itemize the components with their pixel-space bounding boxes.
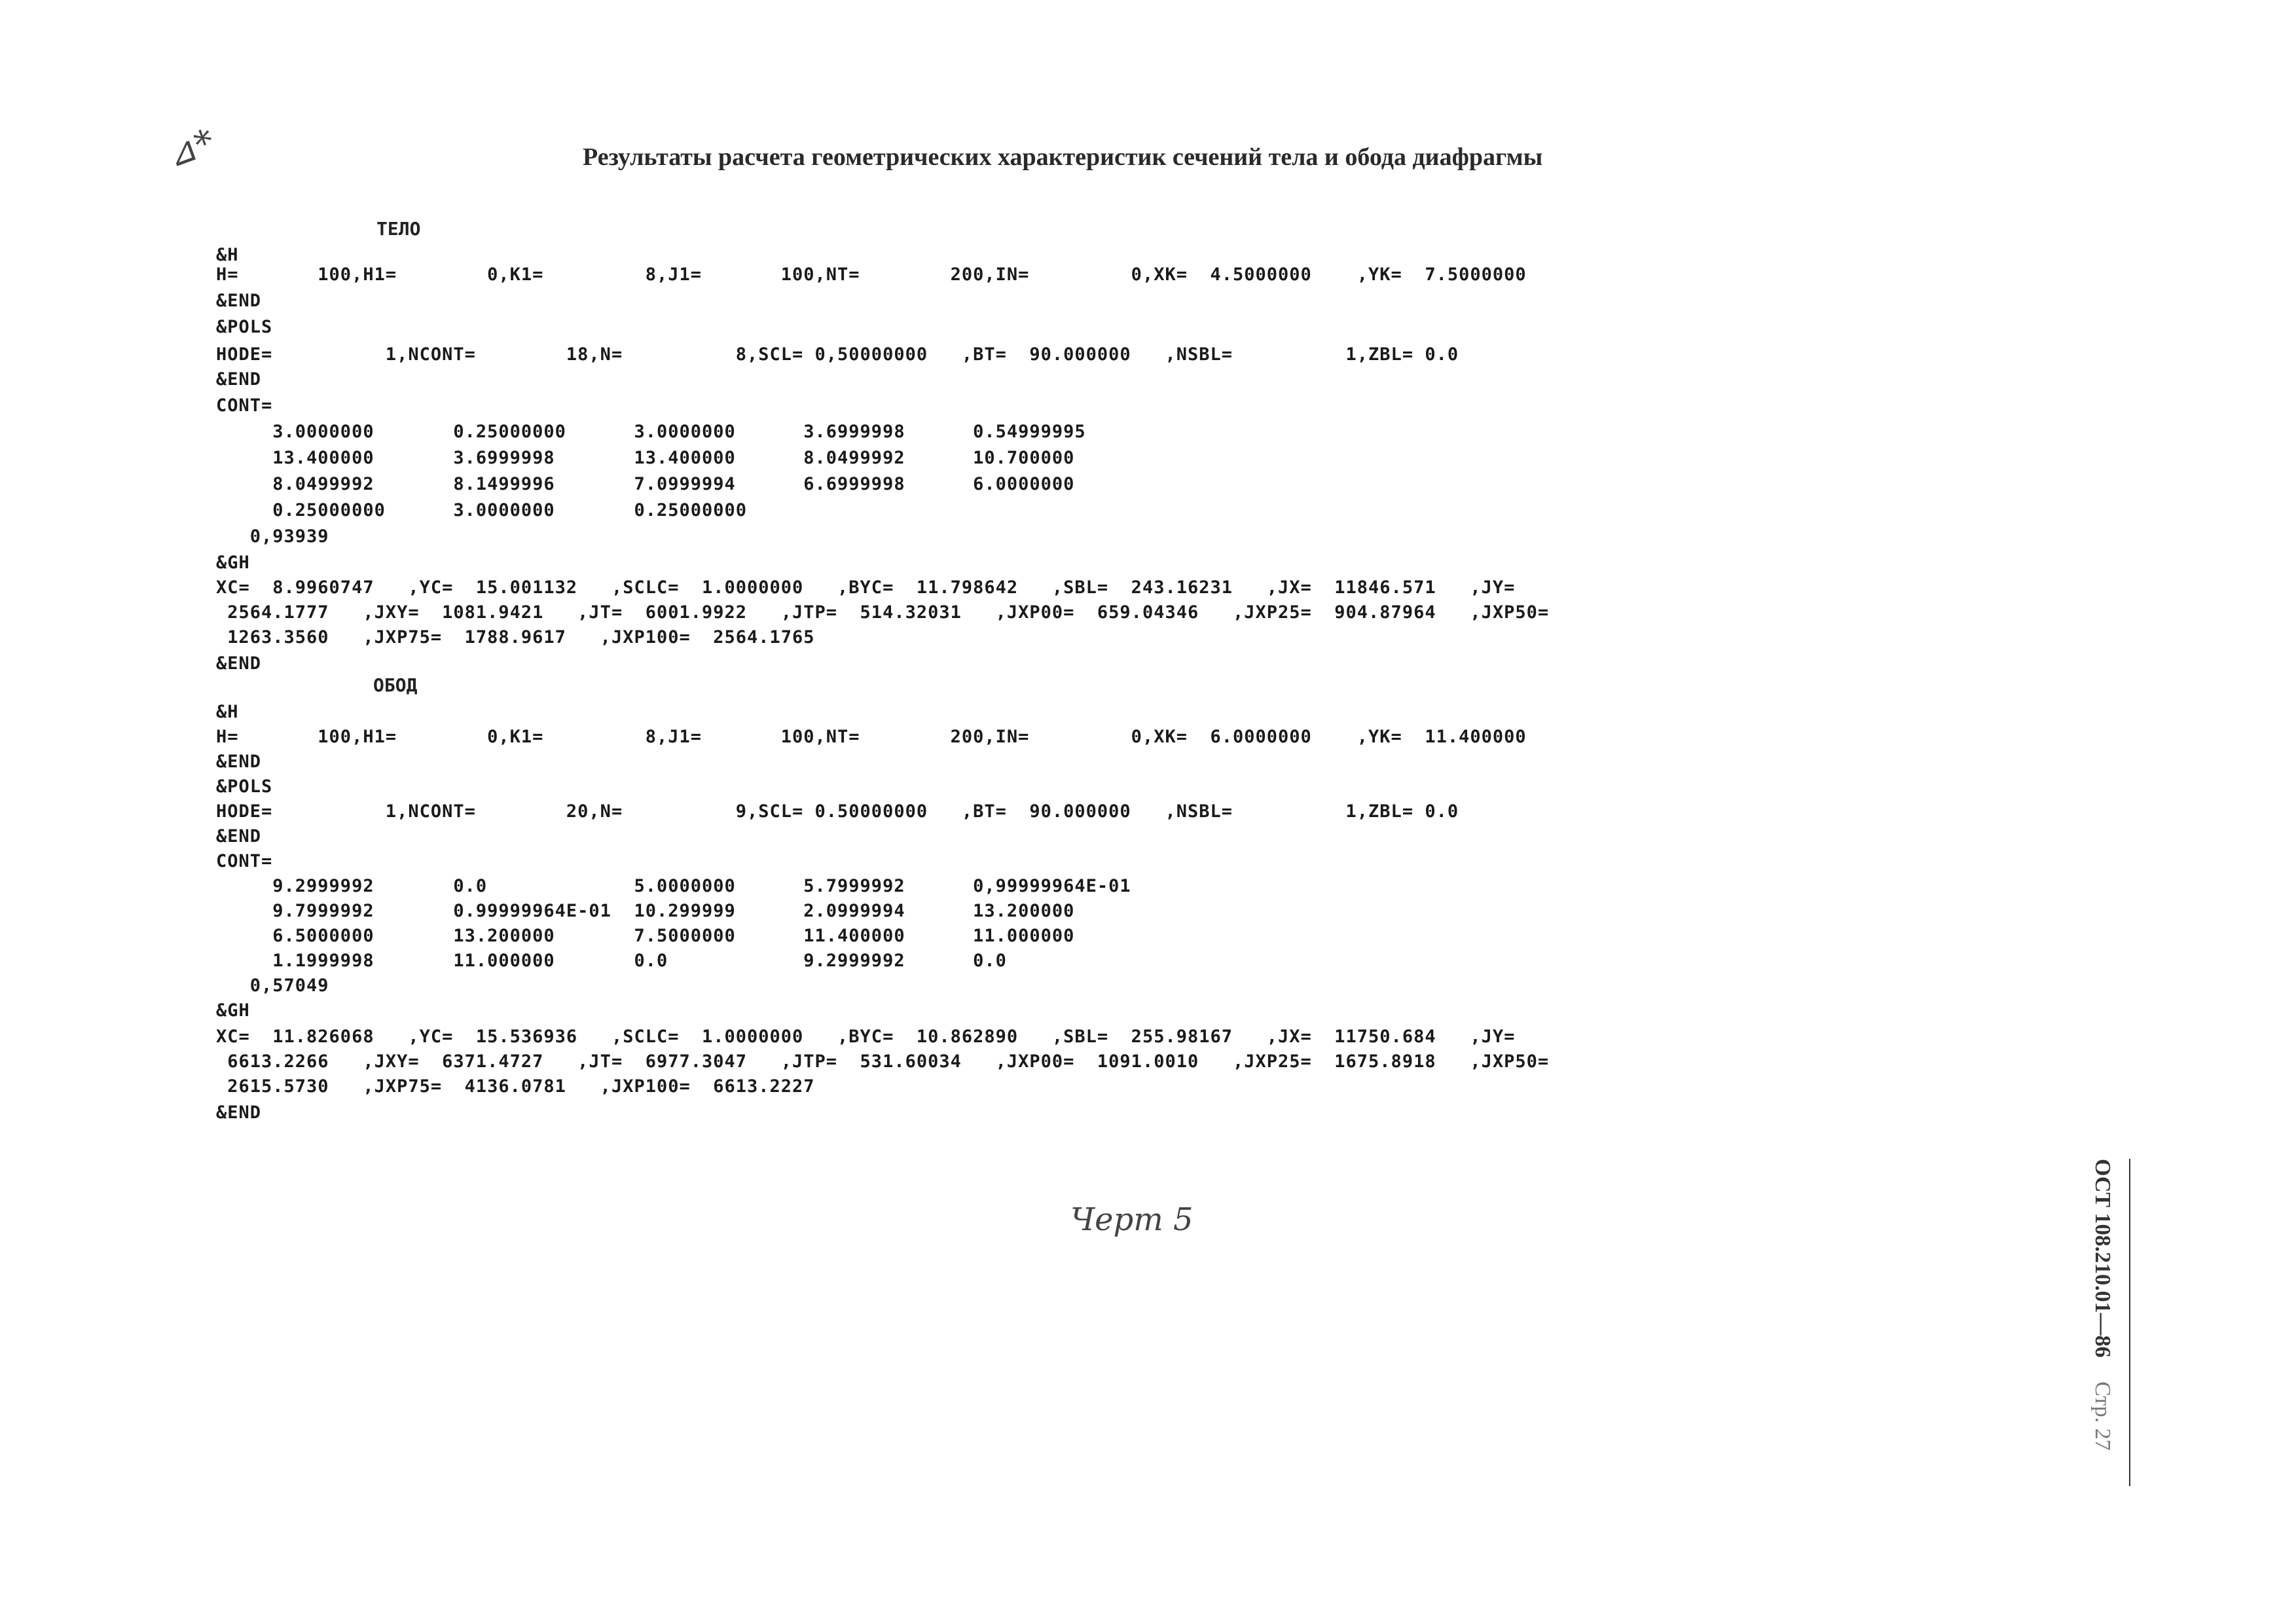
printout-line: 0,57049 — [216, 976, 329, 996]
printout-line: H= 100,H1= 0,K1= 8,J1= 100,NT= 200,IN= 0,XK= 6.0000000 ,YK= 11.400000 — [216, 727, 1527, 747]
printout-line: &H — [216, 245, 239, 265]
printout-line: &END — [216, 653, 262, 674]
printout-line: 1.1999998 11.000000 0.0 9.2999992 0.0 — [216, 951, 1007, 971]
section-label-obod: ОБОД — [373, 674, 418, 696]
printout-line: 9.2999992 0.0 5.0000000 5.7999992 0,99999964E-01 — [216, 876, 1131, 896]
printout-line: 0.25000000 3.0000000 0.25000000 — [216, 500, 748, 520]
stamp-rule — [2129, 1159, 2130, 1486]
printout-line: &END — [216, 752, 262, 772]
printout-line: &END — [216, 291, 262, 311]
printout-line: 9.7999992 0.99999964E-01 10.299999 2.0999994 13.200000 — [216, 901, 1075, 921]
printout-line: &POLS — [216, 776, 273, 797]
printout-line: &H — [216, 702, 239, 722]
printout-line: &END — [216, 826, 262, 847]
printout-line: XC= 8.9960747 ,YC= 15.001132 ,SCLC= 1.0000000 ,BYC= 11.798642 ,SBL= 243.16231 ,JX= 11846.571 ,JY= — [216, 577, 1516, 598]
printout-line: 0,93939 — [216, 526, 329, 547]
printout-line: XC= 11.826068 ,YC= 15.536936 ,SCLC= 1.0000000 ,BYC= 10.862890 ,SBL= 255.98167 ,JX= 11750.684 ,JY= — [216, 1027, 1516, 1047]
figure-caption: Черт 5 — [1070, 1201, 1194, 1238]
printout-line: 2615.5730 ,JXP75= 4136.0781 ,JXP100= 6613.2227 — [216, 1076, 815, 1097]
printout-line: CONT= — [216, 395, 273, 416]
page-number: Стр. 27 — [2090, 1381, 2115, 1451]
printout-line: 1263.3560 ,JXP75= 1788.9617 ,JXP100= 2564.1765 — [216, 627, 815, 647]
printout-line: CONT= — [216, 851, 273, 871]
printout-line: H= 100,H1= 0,K1= 8,J1= 100,NT= 200,IN= 0,XK= 4.5000000 ,YK= 7.5000000 — [216, 264, 1527, 285]
corner-mark: ⊿* — [161, 120, 220, 176]
printout-line: &END — [216, 1103, 262, 1123]
standard-stamp — [2075, 1159, 2115, 1473]
printout-line: 2564.1777 ,JXY= 1081.9421 ,JT= 6001.9922 ,JTP= 514.32031 ,JXP00= 659.04346 ,JXP25= 904.87964 ,JXP50= — [216, 602, 1550, 623]
printout-line: HODE= 1,NCONT= 18,N= 8,SCL= 0,50000000 ,BT= 90.000000 ,NSBL= 1,ZBL= 0.0 — [216, 344, 1459, 365]
printout-line: 3.0000000 0.25000000 3.0000000 3.6999998 0.54999995 — [216, 422, 1086, 442]
printout-line: 6.5000000 13.200000 7.5000000 11.400000 11.000000 — [216, 926, 1075, 946]
printout-line: &GH — [216, 553, 250, 573]
printout-line: 13.400000 3.6999998 13.400000 8.0499992 10.700000 — [216, 448, 1075, 468]
printout-line: &GH — [216, 1000, 250, 1021]
standard-code: ОСТ 108.210.01—86 — [2090, 1159, 2115, 1358]
printout-line: 8.0499992 8.1499996 7.0999994 6.6999998 6.0000000 — [216, 474, 1075, 494]
printout-line: HODE= 1,NCONT= 20,N= 9,SCL= 0.50000000 ,BT= 90.000000 ,NSBL= 1,ZBL= 0.0 — [216, 801, 1459, 822]
printout-line: 6613.2266 ,JXY= 6371.4727 ,JT= 6977.3047 ,JTP= 531.60034 ,JXP00= 1091.0010 ,JXP25= 1675.8918 ,JXP50= — [216, 1051, 1550, 1072]
printout-line: &POLS — [216, 317, 273, 337]
section-label-telo: ТЕЛО — [376, 218, 421, 240]
page-title: Результаты расчета геометрических характеристик сечений тела и обода диафрагмы — [583, 143, 1543, 171]
printout-line: &END — [216, 369, 262, 390]
